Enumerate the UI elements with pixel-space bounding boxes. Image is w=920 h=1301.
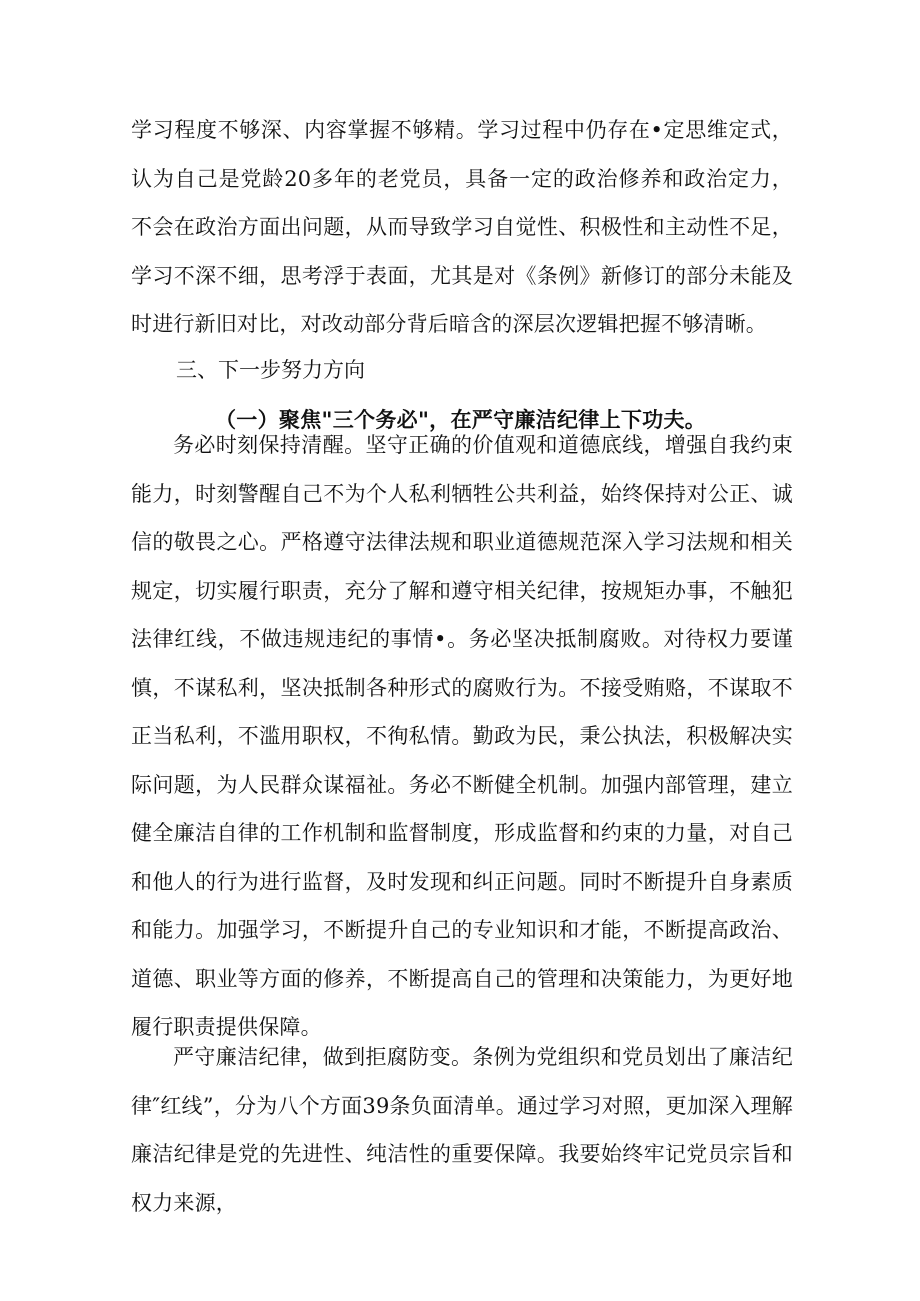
subsection-heading: （一）聚焦"三个务必"，在严守廉洁纪律上下功夫。 [215,408,707,432]
body-paragraph-1: 学习程度不够深、内容掌握不够精。学习过程中仍存在•定思维定式，认为自己是党龄20多年的老党员，具备一定的政治修养和政治定力，不会在政治方面出问题，从而导致学习自觉性、积极性和主动性不足，学习不深不细，思考浮于表面，尤其是对《条例》新修订的部分未能及时进行新旧对比，对改动部分背后暗含的深层次逻辑把握不够清晰。 [131,118,793,336]
section-heading: 三、下一步努力方向 [176,358,365,382]
body-paragraph-2: 务必时刻保持清醒。坚守正确的价值观和道德底线，增强自我约束能力，时刻警醒自己不为个人私利牺牲公共利益，始终保持对公正、诚信的敬畏之心。严格遵守法律法规和职业道德规范深入学习法规和相关规定，切实履行职责，充分了解和遵守相关纪律，按规矩办事，不触犯法律红线，不做违规违纪的事情•。务必坚决抵制腐败。对待权力要谨慎，不谋私利，坚决抵制各种形式的腐败行为。不接受贿赂，不谋取不正当私利，不滥用职权，不徇私情。勤政为民，秉公执法，积极解决实际问题，为人民群众谋福祉。务必不断健全机制。加强内部管理，建立健全廉洁自律的工作机制和监督制度，形成监督和约束的力量，对自己和他人的行为进行监督，及时发现和纠正问题。同时不断提升自身素质和能力。加强学习，不断提升自己的专业知识和才能，不断提高政治、道德、职业等方面的修养，不断提高自己的管理和决策能力，为更好地履行职责提供保障。 [131,433,793,1039]
body-paragraph-3: 严守廉洁纪律，做到拒腐防变。条例为党组织和党员划出了廉洁纪律″红线”，分为八个方面39条负面清单。通过学习对照，更加深入理解廉洁纪律是党的先进性、纯洁性的重要保障。我要始终牢记党员宗旨和权力来源， [131,1045,793,1215]
